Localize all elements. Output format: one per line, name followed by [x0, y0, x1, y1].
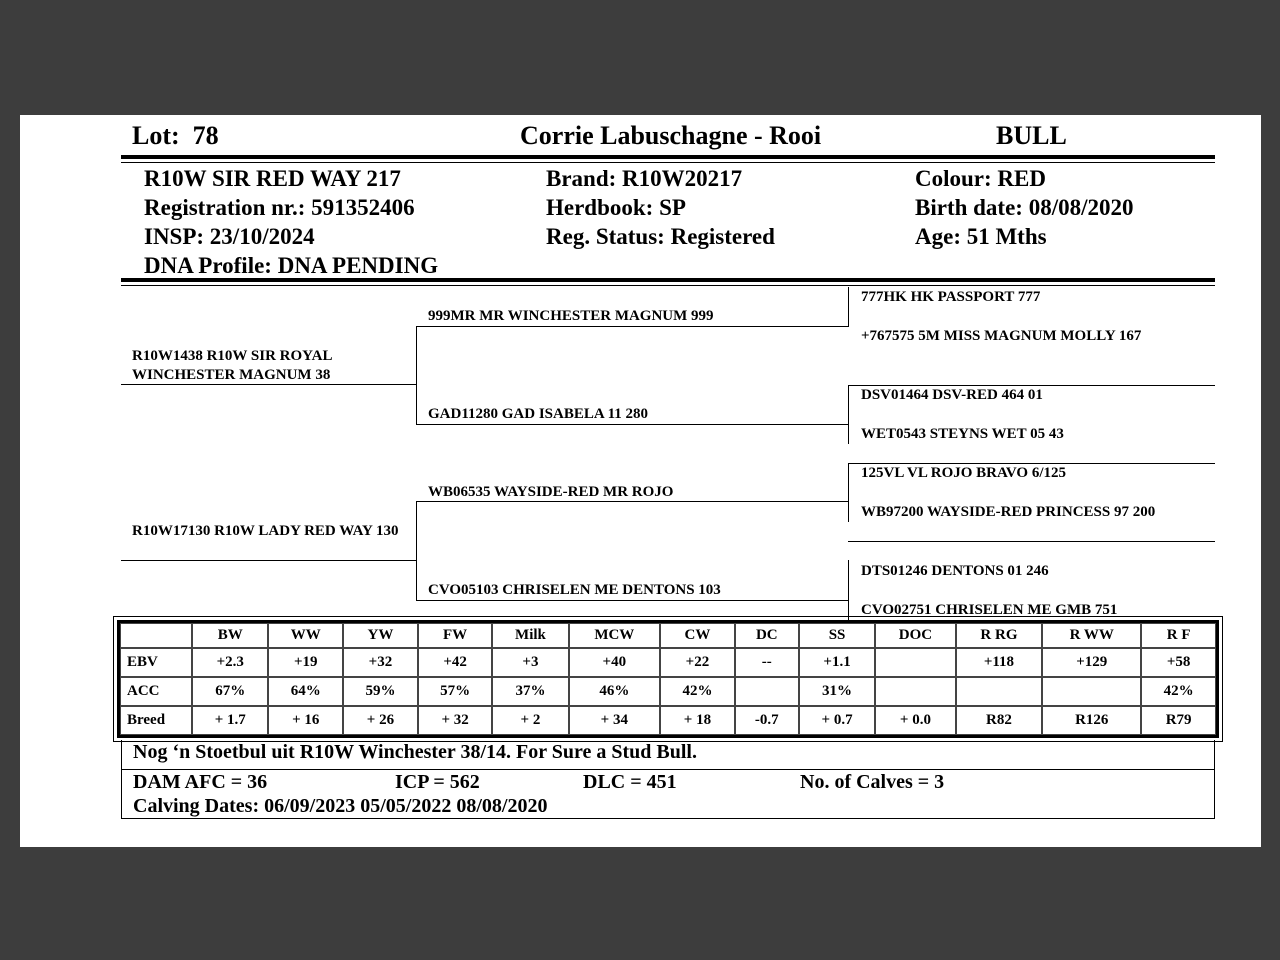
lot-card — [20, 115, 1261, 847]
brand: Brand: R10W20217 — [546, 166, 743, 191]
ebv-cell: + 0.7 — [799, 706, 875, 735]
dam-line — [121, 560, 417, 561]
pedigree-ggp-5: 125VL VL ROJO BRAVO 6/125 — [861, 465, 1067, 481]
lot-label — [132, 121, 219, 151]
dd-bracket — [848, 560, 849, 620]
birth-date: Birth date: 08/08/2020 — [915, 195, 1134, 220]
ebv-cell: 59% — [343, 677, 418, 706]
sire-bracket — [416, 326, 417, 425]
pedigree-sire-sire: 999MR MR WINCHESTER MAGNUM 999 — [428, 308, 714, 324]
breeder-name: Corrie Labuschagne - Rooi — [520, 121, 822, 150]
ebv-cell: +42 — [418, 648, 493, 677]
ebv-header-cell: CW — [660, 623, 735, 648]
ebv-header-cell: DC — [735, 623, 799, 648]
icp: ICP = 562 — [395, 771, 480, 793]
pedigree-ggp-1: 777HK HK PASSPORT 777 — [861, 289, 1041, 305]
ss-bracket — [848, 287, 849, 326]
ebv-cell: + 34 — [569, 706, 661, 735]
ebv-cell: R79 — [1141, 706, 1216, 735]
ebv-cell: +118 — [956, 648, 1043, 677]
sd-bracket — [848, 385, 849, 444]
ebv-header-cell: YW — [343, 623, 418, 648]
ebv-header-cell: SS — [799, 623, 875, 648]
pedigree-dam-dam: CVO05103 CHRISELEN ME DENTONS 103 — [428, 582, 721, 598]
ebv-cell: 46% — [569, 677, 661, 706]
pedigree-sire-dam: GAD11280 GAD ISABELA 11 280 — [428, 406, 649, 422]
ebv-cell: +3 — [492, 648, 568, 677]
ebv-row-breed — [120, 706, 1216, 735]
ebv-header-cell: R WW — [1042, 623, 1141, 648]
ebv-cell: +2.3 — [192, 648, 268, 677]
age: Age: 51 Mths — [915, 224, 1047, 249]
info-col-1 — [144, 164, 438, 280]
ebv-table — [117, 620, 1219, 738]
info-rule — [121, 278, 1215, 282]
animal-name: R10W SIR RED WAY 217 — [144, 166, 401, 191]
ebv-cell: 31% — [799, 677, 875, 706]
ss-line — [416, 326, 849, 327]
ebv-row-acc — [120, 677, 1216, 706]
dna-profile: DNA Profile: DNA PENDING — [144, 253, 439, 278]
ggp-line-c — [848, 541, 1215, 542]
ebv-cell: + 2 — [492, 706, 568, 735]
ebv-header-cell: R RG — [956, 623, 1043, 648]
pedigree-ggp-4: WET0543 STEYNS WET 05 43 — [861, 426, 1064, 442]
ebv-cell: +19 — [268, 648, 343, 677]
info-col-3 — [915, 164, 1134, 251]
sd-line — [416, 424, 849, 425]
ebv-cell: R126 — [1042, 706, 1141, 735]
pedigree-ggp-8: CVO02751 CHRISELEN ME GMB 751 — [861, 602, 1118, 618]
ds-line — [416, 501, 849, 502]
ebv-header-cell: DOC — [875, 623, 955, 648]
ebv-cell: 42% — [1141, 677, 1216, 706]
pedigree-ggp-3: DSV01464 DSV-RED 464 01 — [861, 387, 1043, 403]
ebv-header-cell: R F — [1141, 623, 1216, 648]
dlc: DLC = 451 — [583, 771, 677, 793]
ebv-cell: -- — [735, 648, 799, 677]
comment-box — [121, 740, 1215, 770]
sire-line — [121, 384, 417, 385]
ebv-cell: +40 — [569, 648, 661, 677]
insp-date: INSP: 23/10/2024 — [144, 224, 315, 249]
dam-stats-box — [121, 770, 1215, 819]
ebv-cell: R82 — [956, 706, 1043, 735]
calving-dates: Calving Dates: 06/09/2023 05/05/2022 08/08/2020 — [133, 795, 548, 817]
ebv-header-cell: FW — [418, 623, 493, 648]
ebv-cell: + 26 — [343, 706, 418, 735]
ebv-cell: + 1.7 — [192, 706, 268, 735]
ebv-cell: 42% — [660, 677, 735, 706]
herdbook: Herdbook: SP — [546, 195, 686, 220]
ebv-cell: + 32 — [418, 706, 493, 735]
ebv-header-cell: BW — [192, 623, 268, 648]
ebv-cell: + 16 — [268, 706, 343, 735]
ebv-header-cell: WW — [268, 623, 343, 648]
ebv-cell: 67% — [192, 677, 268, 706]
pedigree-ggp-2: +767575 5M MISS MAGNUM MOLLY 167 — [861, 328, 1142, 344]
ebv-cell: 37% — [492, 677, 568, 706]
comment-text: Nog ‘n Stoetbul uit R10W Winchester 38/14. For Sure a Stud Bull. — [133, 741, 697, 763]
ebv-cell — [875, 648, 955, 677]
ebv-cell: + 0.0 — [875, 706, 955, 735]
ebv-cell: ACC — [120, 677, 192, 706]
ebv-cell: +58 — [1141, 648, 1216, 677]
ebv-cell: 57% — [418, 677, 493, 706]
pedigree-ggp-7: DTS01246 DENTONS 01 246 — [861, 563, 1049, 579]
animal-type: BULL — [996, 121, 1067, 150]
ebv-cell — [875, 677, 955, 706]
registration-number: Registration nr.: 591352406 — [144, 195, 415, 220]
ebv-row-ebv — [120, 648, 1216, 677]
ebv-cell — [956, 677, 1043, 706]
lot-number: 78 — [192, 121, 219, 150]
ebv-header-cell: MCW — [569, 623, 661, 648]
ebv-cell: Breed — [120, 706, 192, 735]
ebv-cell: +129 — [1042, 648, 1141, 677]
ebv-cell — [1042, 677, 1141, 706]
no-of-calves: No. of Calves = 3 — [800, 771, 945, 793]
ebv-cell — [735, 677, 799, 706]
dam-afc: DAM AFC = 36 — [133, 771, 268, 793]
header-rule — [121, 155, 1215, 159]
ebv-header-row — [120, 623, 1216, 648]
lot-label-text: Lot: — [132, 121, 180, 150]
pedigree-dam: R10W17130 R10W LADY RED WAY 130 — [132, 523, 399, 539]
ebv-header-cell: Milk — [492, 623, 568, 648]
pedigree-sire: R10W1438 R10W SIR ROYAL WINCHESTER MAGNUM 38 — [132, 348, 332, 383]
info-col-2 — [546, 164, 775, 251]
ebv-cell: +22 — [660, 648, 735, 677]
header-rule-thin — [121, 162, 1215, 163]
pedigree-dam-sire: WB06535 WAYSIDE-RED MR ROJO — [428, 484, 674, 500]
info-rule-thin — [121, 285, 1215, 286]
ebv-cell: -0.7 — [735, 706, 799, 735]
ebv-cell: 64% — [268, 677, 343, 706]
colour: Colour: RED — [915, 166, 1046, 191]
pedigree-ggp-6: WB97200 WAYSIDE-RED PRINCESS 97 200 — [861, 504, 1156, 520]
dam-bracket — [416, 501, 417, 600]
reg-status: Reg. Status: Registered — [546, 224, 775, 249]
ebv-cell: +1.1 — [799, 648, 875, 677]
ds-bracket — [848, 463, 849, 522]
ebv-cell: + 18 — [660, 706, 735, 735]
ebv-cell: EBV — [120, 648, 192, 677]
dd-line — [416, 600, 849, 601]
ebv-cell: +32 — [343, 648, 418, 677]
ebv-header-cell — [120, 623, 192, 648]
